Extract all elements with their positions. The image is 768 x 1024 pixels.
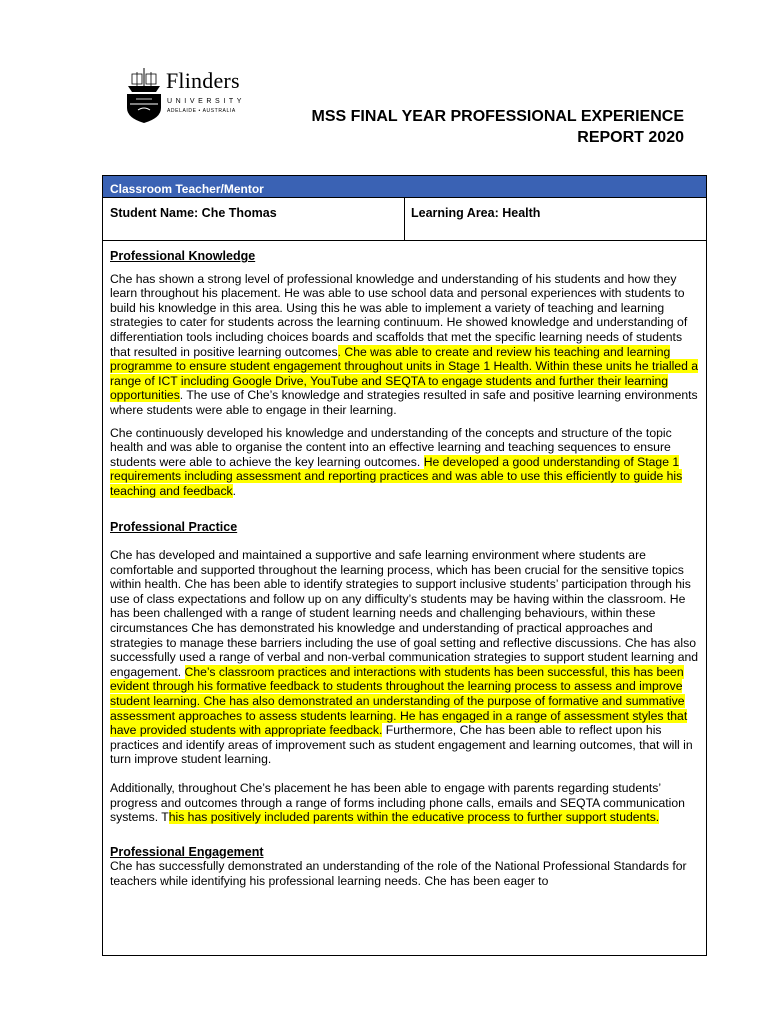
highlighted-text: Che’s classroom practices and interactions with students has been successful, this has been evident through his formative feedback to students throughout the learning process to assess and improve student learning. Che has also demonstrated an understanding of the purpose of formative and summative assessment approaches to assess students learning. He has engaged in a range of assessment styles that have provided students with appropriate feedback. xyxy=(110,664,688,738)
highlighted-text: He developed a good understanding of Stage 1 requirements including assessment and reporting practices and was able to use this efficiently to guide his teaching and feedback xyxy=(110,454,683,498)
logo-university: UNIVERSITY xyxy=(167,98,246,105)
student-info-row xyxy=(103,198,706,241)
ship-shield-crest-icon xyxy=(124,66,164,124)
logo-wordmark: Flinders xyxy=(166,68,240,93)
highlighted-text: his has positively included parents within the educative process to further support students. xyxy=(168,810,660,825)
engagement-paragraph-1: Che has successfully demonstrated an understanding of the role of the National Professional Standards for teachers while identifying his professional learning needs. Che has been eager to xyxy=(110,859,687,888)
practice-paragraph-2 xyxy=(110,781,699,825)
text-run: . xyxy=(232,483,237,498)
section-heading-knowledge: Professional Knowledge xyxy=(110,249,256,263)
learning-area-cell: Learning Area: Health xyxy=(411,206,541,220)
report-form xyxy=(102,175,707,956)
report-title-line1: MSS FINAL YEAR PROFESSIONAL EXPERIENCE xyxy=(311,108,684,125)
highlighted-text: . Che was able to create and review his teaching and learning programme to ensure student engagement throughout units in Stage 1 Health. Within these units he trialled a range of ICT including Google Drive, YouTube and SEQTA to engage students and further their learning opportunities xyxy=(110,344,699,403)
knowledge-paragraph-1 xyxy=(110,272,699,418)
text-run: Che has shown a strong level of professional knowledge and understanding of his students and how they learn throughout his placement. He was able to use school data and personal experiences with students to build his knowledge in this area. Using this he was able to implement a variety of teaching and learning strategies to cater for students across the learning continuum. He showed knowledge and understanding of differentiation tools including choices boards and scaffolds that met the specific learning needs of students that resulted in positive learning outcomes xyxy=(110,271,688,359)
report-content xyxy=(103,241,706,889)
section-heading-practice: Professional Practice xyxy=(110,519,238,534)
text-run: Che has developed and maintained a supportive and safe learning environment where students are comfortable and supported throughout the learning process, which has been crucial for the sensitive topics within health. Che has been able to identify strategies to support inclusive students’ participation through his use of class expectations and follow up on any difficulty’s students may be having within the classroom. He has been challenged with a range of student learning needs and challenging behaviours, within these circumstances Che has demonstrated his knowledge and understanding of practical approaches and strategies to manage these barriers including the use of goal setting and reflective discussions. Che has also successfully used a range of verbal and non-verbal communication strategies to support student learning and engagement. xyxy=(110,548,699,679)
practice-paragraph-1 xyxy=(110,548,699,767)
text-run: . The use of Che’s knowledge and strategies resulted in safe and positive learning environments where students were able to engage in their learning. xyxy=(110,388,698,417)
flinders-logo xyxy=(124,66,244,126)
knowledge-paragraph-2 xyxy=(110,426,699,499)
section-heading-engagement: Professional Engagement xyxy=(110,844,264,859)
mentor-header: Classroom Teacher/Mentor xyxy=(103,176,706,198)
student-name-cell: Student Name: Che Thomas xyxy=(103,198,405,240)
logo-location: ADELAIDE • AUSTRALIA xyxy=(167,108,236,114)
text-run: Che continuously developed his knowledge and understanding of the concepts and structure of the topic health and was able to organise the content into an effective learning and teaching sequences to ensure students were able to achieve the key learning outcomes. xyxy=(110,425,672,469)
report-title xyxy=(311,106,684,148)
text-run: Furthermore, Che has been able to reflect upon his practices and identify areas of improvement such as student engagement and learning outcomes, that will in turn improve student learning. xyxy=(110,723,693,767)
report-title-line2: REPORT 2020 xyxy=(577,129,684,146)
text-run: Additionally, throughout Che’s placement he has been able to engage with parents regarding students’ progress and outcomes through a range of forms including phone calls, emails and SEQTA communication systems. T xyxy=(110,781,685,825)
